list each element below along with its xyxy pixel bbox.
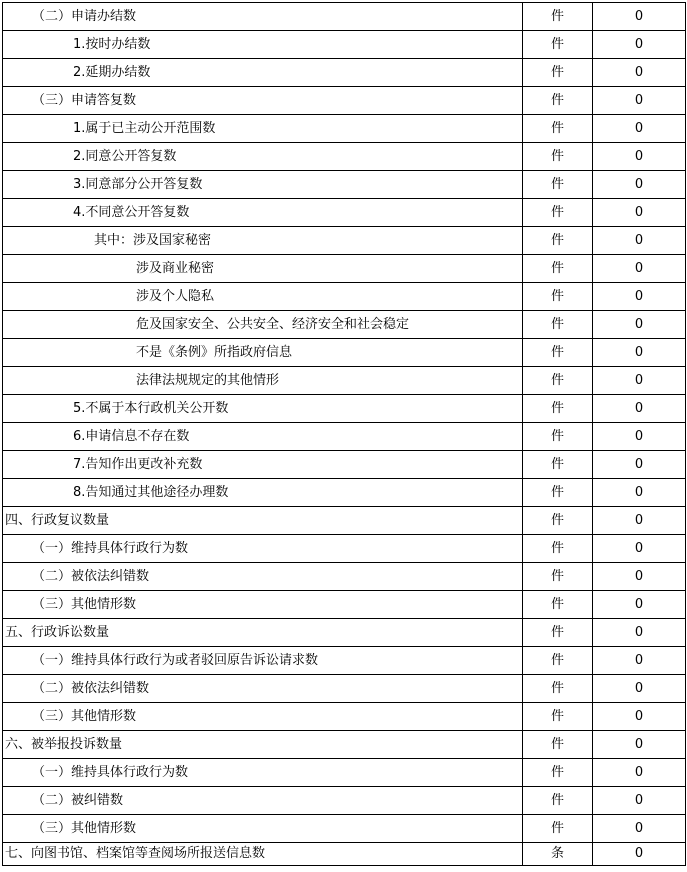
table-row	[3, 395, 686, 423]
row-value: 0	[593, 675, 686, 703]
table-row	[3, 31, 686, 59]
row-unit: 件	[523, 171, 593, 199]
row-unit: 件	[523, 339, 593, 367]
row-label: 五、行政诉讼数量	[3, 619, 523, 647]
row-value: 0	[593, 563, 686, 591]
row-value: 0	[593, 367, 686, 395]
row-value: 0	[593, 843, 686, 866]
row-unit: 件	[523, 227, 593, 255]
row-label: 六、被举报投诉数量	[3, 731, 523, 759]
row-label: 危及国家安全、公共安全、经济安全和社会稳定	[3, 311, 523, 339]
table-row	[3, 703, 686, 731]
row-value: 0	[593, 703, 686, 731]
row-value: 0	[593, 759, 686, 787]
row-unit: 件	[523, 143, 593, 171]
row-value: 0	[593, 171, 686, 199]
row-unit: 件	[523, 395, 593, 423]
table-row	[3, 283, 686, 311]
row-label: （一）维持具体行政行为数	[3, 759, 523, 787]
row-label: （一）维持具体行政行为数	[3, 535, 523, 563]
row-label: 涉及商业秘密	[3, 255, 523, 283]
row-label: 2.同意公开答复数	[3, 143, 523, 171]
row-unit: 件	[523, 815, 593, 843]
row-unit: 件	[523, 479, 593, 507]
row-value: 0	[593, 787, 686, 815]
row-value: 0	[593, 199, 686, 227]
row-label: （三）其他情形数	[3, 591, 523, 619]
table-row	[3, 255, 686, 283]
table-row	[3, 647, 686, 675]
row-value: 0	[593, 87, 686, 115]
table-row	[3, 535, 686, 563]
table-row	[3, 731, 686, 759]
row-value: 0	[593, 731, 686, 759]
row-label: （二）申请办结数	[3, 3, 523, 31]
row-label: 7.告知作出更改补充数	[3, 451, 523, 479]
row-unit: 件	[523, 731, 593, 759]
row-label: 5.不属于本行政机关公开数	[3, 395, 523, 423]
table-row	[3, 787, 686, 815]
table-row	[3, 759, 686, 787]
row-value: 0	[593, 591, 686, 619]
table-row	[3, 311, 686, 339]
table-row	[3, 367, 686, 395]
row-label: （一）维持具体行政行为或者驳回原告诉讼请求数	[3, 647, 523, 675]
row-value: 0	[593, 507, 686, 535]
table-row	[3, 563, 686, 591]
row-unit: 件	[523, 199, 593, 227]
row-label: 四、行政复议数量	[3, 507, 523, 535]
row-value: 0	[593, 115, 686, 143]
table-row	[3, 227, 686, 255]
table-row	[3, 3, 686, 31]
row-label: 6.申请信息不存在数	[3, 423, 523, 451]
row-value: 0	[593, 255, 686, 283]
table-row	[3, 59, 686, 87]
row-value: 0	[593, 815, 686, 843]
row-value: 0	[593, 3, 686, 31]
row-unit: 件	[523, 759, 593, 787]
row-unit: 件	[523, 647, 593, 675]
row-unit: 件	[523, 87, 593, 115]
row-unit: 件	[523, 115, 593, 143]
row-label: 法律法规规定的其他情形	[3, 367, 523, 395]
table-row	[3, 115, 686, 143]
row-unit: 件	[523, 507, 593, 535]
row-unit: 件	[523, 563, 593, 591]
row-value: 0	[593, 311, 686, 339]
row-label: 1.按时办结数	[3, 31, 523, 59]
row-value: 0	[593, 535, 686, 563]
row-unit: 件	[523, 787, 593, 815]
row-label: 1.属于已主动公开范围数	[3, 115, 523, 143]
row-unit: 条	[523, 843, 593, 866]
row-unit: 件	[523, 311, 593, 339]
statistics-table	[2, 2, 686, 866]
row-unit: 件	[523, 255, 593, 283]
row-label: （三）申请答复数	[3, 87, 523, 115]
row-label: 涉及个人隐私	[3, 283, 523, 311]
row-value: 0	[593, 59, 686, 87]
row-value: 0	[593, 31, 686, 59]
table-row	[3, 143, 686, 171]
row-value: 0	[593, 647, 686, 675]
row-unit: 件	[523, 367, 593, 395]
row-unit: 件	[523, 675, 593, 703]
row-label: 其中：涉及国家秘密	[3, 227, 523, 255]
row-label: 8.告知通过其他途径办理数	[3, 479, 523, 507]
row-label: 七、向图书馆、档案馆等查阅场所报送信息数	[3, 843, 523, 866]
table-row	[3, 451, 686, 479]
row-unit: 件	[523, 591, 593, 619]
table-row	[3, 339, 686, 367]
row-unit: 件	[523, 3, 593, 31]
row-value: 0	[593, 479, 686, 507]
row-label: 3.同意部分公开答复数	[3, 171, 523, 199]
row-label: （三）其他情形数	[3, 703, 523, 731]
row-label: （二）被依法纠错数	[3, 675, 523, 703]
row-unit: 件	[523, 703, 593, 731]
row-label: （三）其他情形数	[3, 815, 523, 843]
row-value: 0	[593, 423, 686, 451]
row-label: 4.不同意公开答复数	[3, 199, 523, 227]
table-row	[3, 815, 686, 843]
table-row	[3, 199, 686, 227]
row-value: 0	[593, 143, 686, 171]
row-label: （二）被依法纠错数	[3, 563, 523, 591]
table-row	[3, 423, 686, 451]
table-row	[3, 843, 686, 866]
row-value: 0	[593, 339, 686, 367]
table-row	[3, 619, 686, 647]
row-unit: 件	[523, 423, 593, 451]
row-label: 2.延期办结数	[3, 59, 523, 87]
row-value: 0	[593, 283, 686, 311]
table-row	[3, 675, 686, 703]
table-row	[3, 87, 686, 115]
row-value: 0	[593, 451, 686, 479]
row-label: 不是《条例》所指政府信息	[3, 339, 523, 367]
row-unit: 件	[523, 283, 593, 311]
row-value: 0	[593, 619, 686, 647]
row-unit: 件	[523, 451, 593, 479]
row-label: （二）被纠错数	[3, 787, 523, 815]
row-value: 0	[593, 227, 686, 255]
row-unit: 件	[523, 535, 593, 563]
table-row	[3, 171, 686, 199]
row-unit: 件	[523, 59, 593, 87]
table-row	[3, 507, 686, 535]
row-unit: 件	[523, 31, 593, 59]
table-row	[3, 591, 686, 619]
row-unit: 件	[523, 619, 593, 647]
table-row	[3, 479, 686, 507]
row-value: 0	[593, 395, 686, 423]
